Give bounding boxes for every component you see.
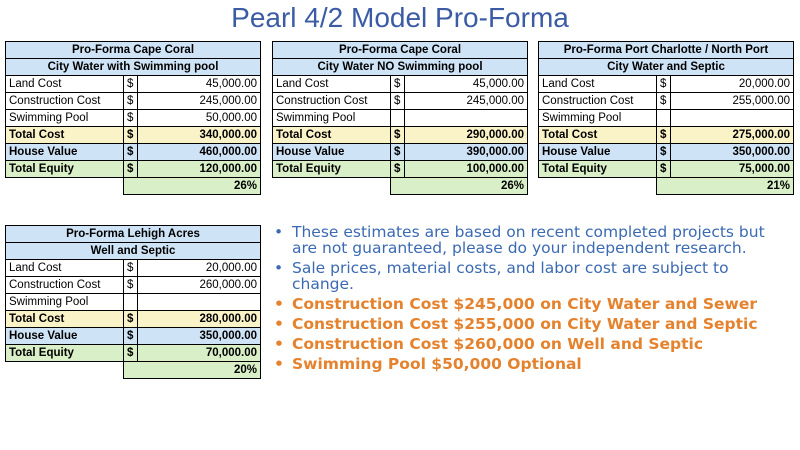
note-text: Sale prices, material costs, and labor cost are subject to change. bbox=[292, 259, 729, 293]
row-label: House Value bbox=[539, 144, 657, 161]
row-value: 460,000.00 bbox=[138, 144, 261, 161]
table-row bbox=[6, 260, 261, 277]
table-header: Pro-Forma Cape Coral bbox=[273, 42, 528, 59]
proforma-table-cape-coral-no-pool bbox=[272, 41, 528, 195]
total-cost-row bbox=[6, 127, 261, 144]
row-value: 70,000.00 bbox=[138, 345, 261, 362]
total-equity-row bbox=[539, 161, 794, 178]
row-label: Total Cost bbox=[539, 127, 657, 144]
row-label: Swimming Pool bbox=[6, 110, 124, 127]
table-row bbox=[273, 110, 528, 127]
row-label: House Value bbox=[6, 328, 124, 345]
house-value-row bbox=[6, 328, 261, 345]
note-item bbox=[272, 316, 792, 332]
page-title: Pearl 4/2 Model Pro-Forma bbox=[231, 2, 569, 33]
note-text: Swimming Pool $50,000 Optional bbox=[292, 355, 582, 373]
row-value: 20,000.00 bbox=[671, 76, 794, 93]
bullet-icon: • bbox=[274, 259, 284, 277]
equity-percent: 26% bbox=[124, 178, 261, 195]
house-value-row bbox=[539, 144, 794, 161]
row-value: 350,000.00 bbox=[138, 328, 261, 345]
table-row bbox=[539, 76, 794, 93]
row-value bbox=[671, 110, 794, 127]
row-value: 50,000.00 bbox=[138, 110, 261, 127]
row-value: 45,000.00 bbox=[405, 76, 528, 93]
table-subheader: City Water and Septic bbox=[539, 59, 794, 76]
currency bbox=[657, 110, 671, 127]
total-cost-row bbox=[539, 127, 794, 144]
row-label: Construction Cost bbox=[6, 277, 124, 294]
row-value: 390,000.00 bbox=[405, 144, 528, 161]
currency: $ bbox=[657, 161, 671, 178]
house-value-row bbox=[6, 144, 261, 161]
table-row bbox=[539, 93, 794, 110]
total-equity-row bbox=[273, 161, 528, 178]
row-value: 350,000.00 bbox=[671, 144, 794, 161]
currency: $ bbox=[657, 93, 671, 110]
row-label: Total Cost bbox=[6, 311, 124, 328]
table-row bbox=[6, 93, 261, 110]
currency: $ bbox=[124, 328, 138, 345]
row-value: 75,000.00 bbox=[671, 161, 794, 178]
table-header: Pro-Forma Port Charlotte / North Port bbox=[539, 42, 794, 59]
currency: $ bbox=[124, 76, 138, 93]
currency: $ bbox=[657, 127, 671, 144]
row-label: Land Cost bbox=[6, 76, 124, 93]
house-value-row bbox=[273, 144, 528, 161]
currency: $ bbox=[391, 161, 405, 178]
row-label: Construction Cost bbox=[6, 93, 124, 110]
currency: $ bbox=[124, 144, 138, 161]
row-label: Land Cost bbox=[273, 76, 391, 93]
currency: $ bbox=[657, 76, 671, 93]
table-header: Pro-Forma Cape Coral bbox=[6, 42, 261, 59]
proforma-table-port-charlotte bbox=[538, 41, 794, 195]
note-text: These estimates are based on recent completed projects but are not guaranteed, please do your independent research. bbox=[292, 223, 765, 257]
currency: $ bbox=[124, 127, 138, 144]
row-value: 280,000.00 bbox=[138, 311, 261, 328]
currency: $ bbox=[391, 76, 405, 93]
total-cost-row bbox=[273, 127, 528, 144]
row-value: 20,000.00 bbox=[138, 260, 261, 277]
total-equity-row bbox=[6, 161, 261, 178]
row-label: Total Equity bbox=[539, 161, 657, 178]
equity-percent: 20% bbox=[124, 362, 261, 379]
note-item bbox=[272, 356, 792, 372]
currency: $ bbox=[124, 93, 138, 110]
table-row bbox=[6, 294, 261, 311]
table-subheader: Well and Septic bbox=[6, 243, 261, 260]
row-value: 260,000.00 bbox=[138, 277, 261, 294]
row-value bbox=[405, 110, 528, 127]
note-text: Construction Cost $255,000 on City Water and Septic bbox=[292, 315, 758, 333]
table-row bbox=[273, 93, 528, 110]
bullet-icon: • bbox=[274, 295, 284, 313]
currency bbox=[124, 294, 138, 311]
table-row bbox=[6, 110, 261, 127]
row-value: 120,000.00 bbox=[138, 161, 261, 178]
currency: $ bbox=[124, 311, 138, 328]
note-item bbox=[272, 260, 792, 292]
proforma-table-cape-coral-pool bbox=[5, 41, 261, 195]
row-label: Total Cost bbox=[6, 127, 124, 144]
row-value: 100,000.00 bbox=[405, 161, 528, 178]
note-item bbox=[272, 336, 792, 352]
bullet-icon: • bbox=[274, 223, 284, 241]
row-label: Total Equity bbox=[273, 161, 391, 178]
equity-percent: 26% bbox=[391, 178, 528, 195]
total-equity-row bbox=[6, 345, 261, 362]
total-cost-row bbox=[6, 311, 261, 328]
row-value: 245,000.00 bbox=[405, 93, 528, 110]
row-value: 340,000.00 bbox=[138, 127, 261, 144]
row-label: Construction Cost bbox=[273, 93, 391, 110]
currency: $ bbox=[124, 345, 138, 362]
bullet-icon: • bbox=[274, 335, 284, 353]
note-item bbox=[272, 224, 792, 256]
row-value bbox=[138, 294, 261, 311]
note-text: Construction Cost $260,000 on Well and Septic bbox=[292, 335, 704, 353]
row-label: Total Equity bbox=[6, 161, 124, 178]
row-label: Total Equity bbox=[6, 345, 124, 362]
currency: $ bbox=[124, 110, 138, 127]
row-label: House Value bbox=[6, 144, 124, 161]
row-value: 245,000.00 bbox=[138, 93, 261, 110]
table-subheader: City Water NO Swimming pool bbox=[273, 59, 528, 76]
proforma-table-lehigh-acres bbox=[5, 225, 261, 379]
row-value: 275,000.00 bbox=[671, 127, 794, 144]
currency: $ bbox=[124, 260, 138, 277]
table-row bbox=[6, 277, 261, 294]
row-label: Construction Cost bbox=[539, 93, 657, 110]
currency: $ bbox=[391, 127, 405, 144]
row-label: Land Cost bbox=[6, 260, 124, 277]
note-item bbox=[272, 296, 792, 312]
equity-percent: 21% bbox=[657, 178, 794, 195]
row-value: 45,000.00 bbox=[138, 76, 261, 93]
note-text: Construction Cost $245,000 on City Water and Sewer bbox=[292, 295, 757, 313]
currency: $ bbox=[124, 161, 138, 178]
row-label: Land Cost bbox=[539, 76, 657, 93]
currency: $ bbox=[391, 93, 405, 110]
row-label: Swimming Pool bbox=[6, 294, 124, 311]
notes-list bbox=[272, 224, 792, 376]
table-subheader: City Water with Swimming pool bbox=[6, 59, 261, 76]
currency: $ bbox=[124, 277, 138, 294]
row-label: Swimming Pool bbox=[539, 110, 657, 127]
currency bbox=[391, 110, 405, 127]
table-row bbox=[273, 76, 528, 93]
currency: $ bbox=[657, 144, 671, 161]
table-row bbox=[6, 76, 261, 93]
row-label: Swimming Pool bbox=[273, 110, 391, 127]
row-label: House Value bbox=[273, 144, 391, 161]
currency: $ bbox=[391, 144, 405, 161]
row-value: 290,000.00 bbox=[405, 127, 528, 144]
row-label: Total Cost bbox=[273, 127, 391, 144]
table-row bbox=[539, 110, 794, 127]
row-value: 255,000.00 bbox=[671, 93, 794, 110]
table-header: Pro-Forma Lehigh Acres bbox=[6, 226, 261, 243]
bullet-icon: • bbox=[274, 315, 284, 333]
bullet-icon: • bbox=[274, 355, 284, 373]
